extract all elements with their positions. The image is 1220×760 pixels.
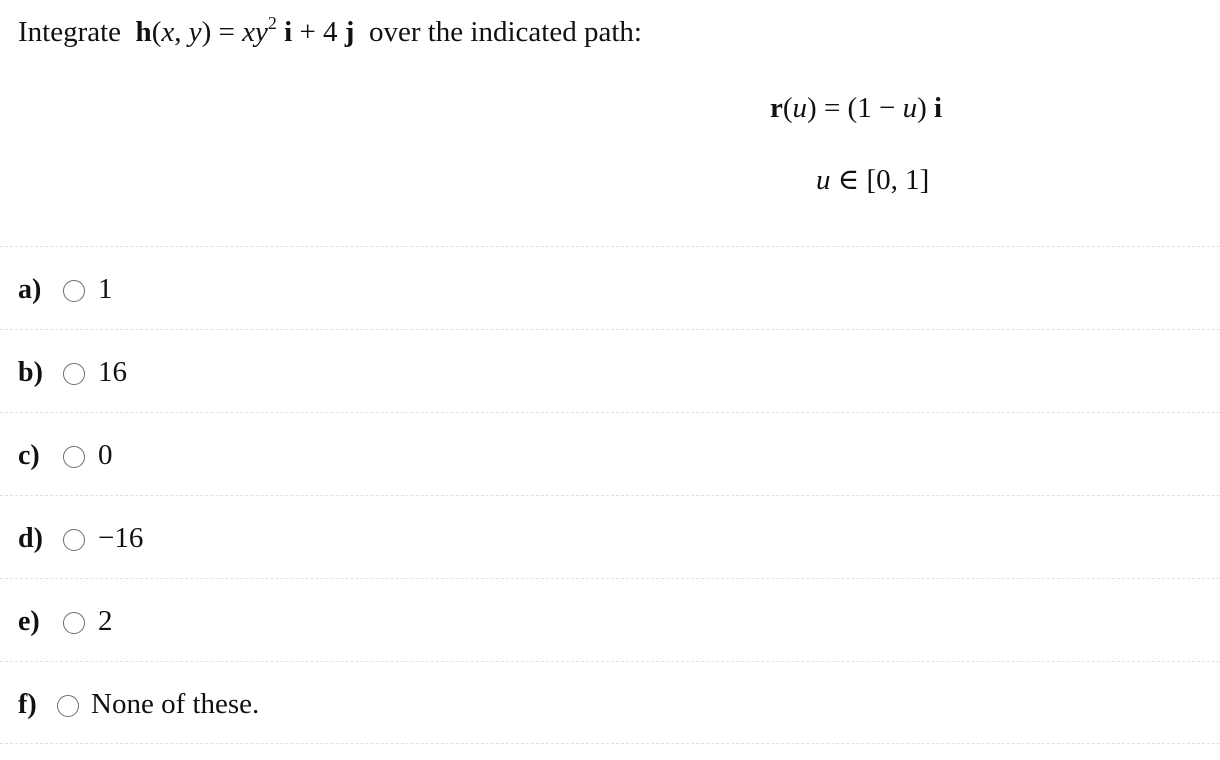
- question-outro: over the indicated path:: [368, 16, 642, 48]
- term-y: y: [255, 16, 268, 48]
- option-letter: c): [18, 440, 40, 471]
- exponent: 2: [267, 13, 277, 33]
- option-value[interactable]: 1: [98, 273, 113, 305]
- option-row-e: [0, 578, 1220, 661]
- domain-u: u: [816, 164, 831, 196]
- path-open: (: [782, 92, 793, 124]
- option-value[interactable]: None of these.: [91, 688, 260, 720]
- term-x: x: [242, 16, 255, 48]
- option-letter: d): [18, 523, 43, 554]
- path-i-vector: i: [934, 92, 943, 124]
- radio-button-d[interactable]: [63, 529, 85, 551]
- j-unit-vector: j: [344, 16, 355, 48]
- h-function-name: h: [135, 16, 152, 48]
- option-letter: e): [18, 606, 40, 637]
- h-args-open: (: [151, 16, 162, 48]
- path-close2: ): [917, 92, 934, 124]
- question-intro: Integrate: [18, 16, 122, 48]
- i-unit-vector: i: [284, 16, 293, 48]
- radio-button-e[interactable]: [63, 612, 85, 634]
- option-letter: f): [18, 689, 37, 720]
- path-u2: u: [902, 92, 918, 124]
- radio-button-a[interactable]: [63, 280, 85, 302]
- option-letter: b): [18, 357, 43, 388]
- plus-four: + 4: [292, 16, 338, 48]
- option-value[interactable]: 16: [98, 356, 127, 388]
- radio-button-f[interactable]: [57, 695, 79, 717]
- path-equation: [770, 88, 942, 128]
- h-arg-x: x: [161, 16, 175, 48]
- radio-button-c[interactable]: [63, 446, 85, 468]
- h-arg-y: y: [188, 16, 202, 48]
- option-value[interactable]: 2: [98, 605, 113, 637]
- option-row-a: [0, 246, 1220, 329]
- answer-options: [0, 246, 1220, 744]
- option-letter: a): [18, 274, 42, 305]
- option-value[interactable]: −16: [98, 522, 144, 554]
- question-text: [18, 12, 642, 52]
- path-close-eq: ) = (1 −: [807, 92, 903, 124]
- option-value[interactable]: 0: [98, 439, 113, 471]
- path-u: u: [792, 92, 808, 124]
- path-domain: [816, 160, 929, 200]
- option-row-d: [0, 495, 1220, 578]
- option-row-f: [0, 661, 1220, 744]
- h-args-close: ) =: [201, 16, 243, 48]
- h-args-comma: ,: [174, 16, 189, 48]
- radio-button-b[interactable]: [63, 363, 85, 385]
- option-row-c: [0, 412, 1220, 495]
- option-row-b: [0, 329, 1220, 412]
- path-r: r: [770, 92, 783, 124]
- domain-interval: ∈ [0, 1]: [830, 164, 930, 196]
